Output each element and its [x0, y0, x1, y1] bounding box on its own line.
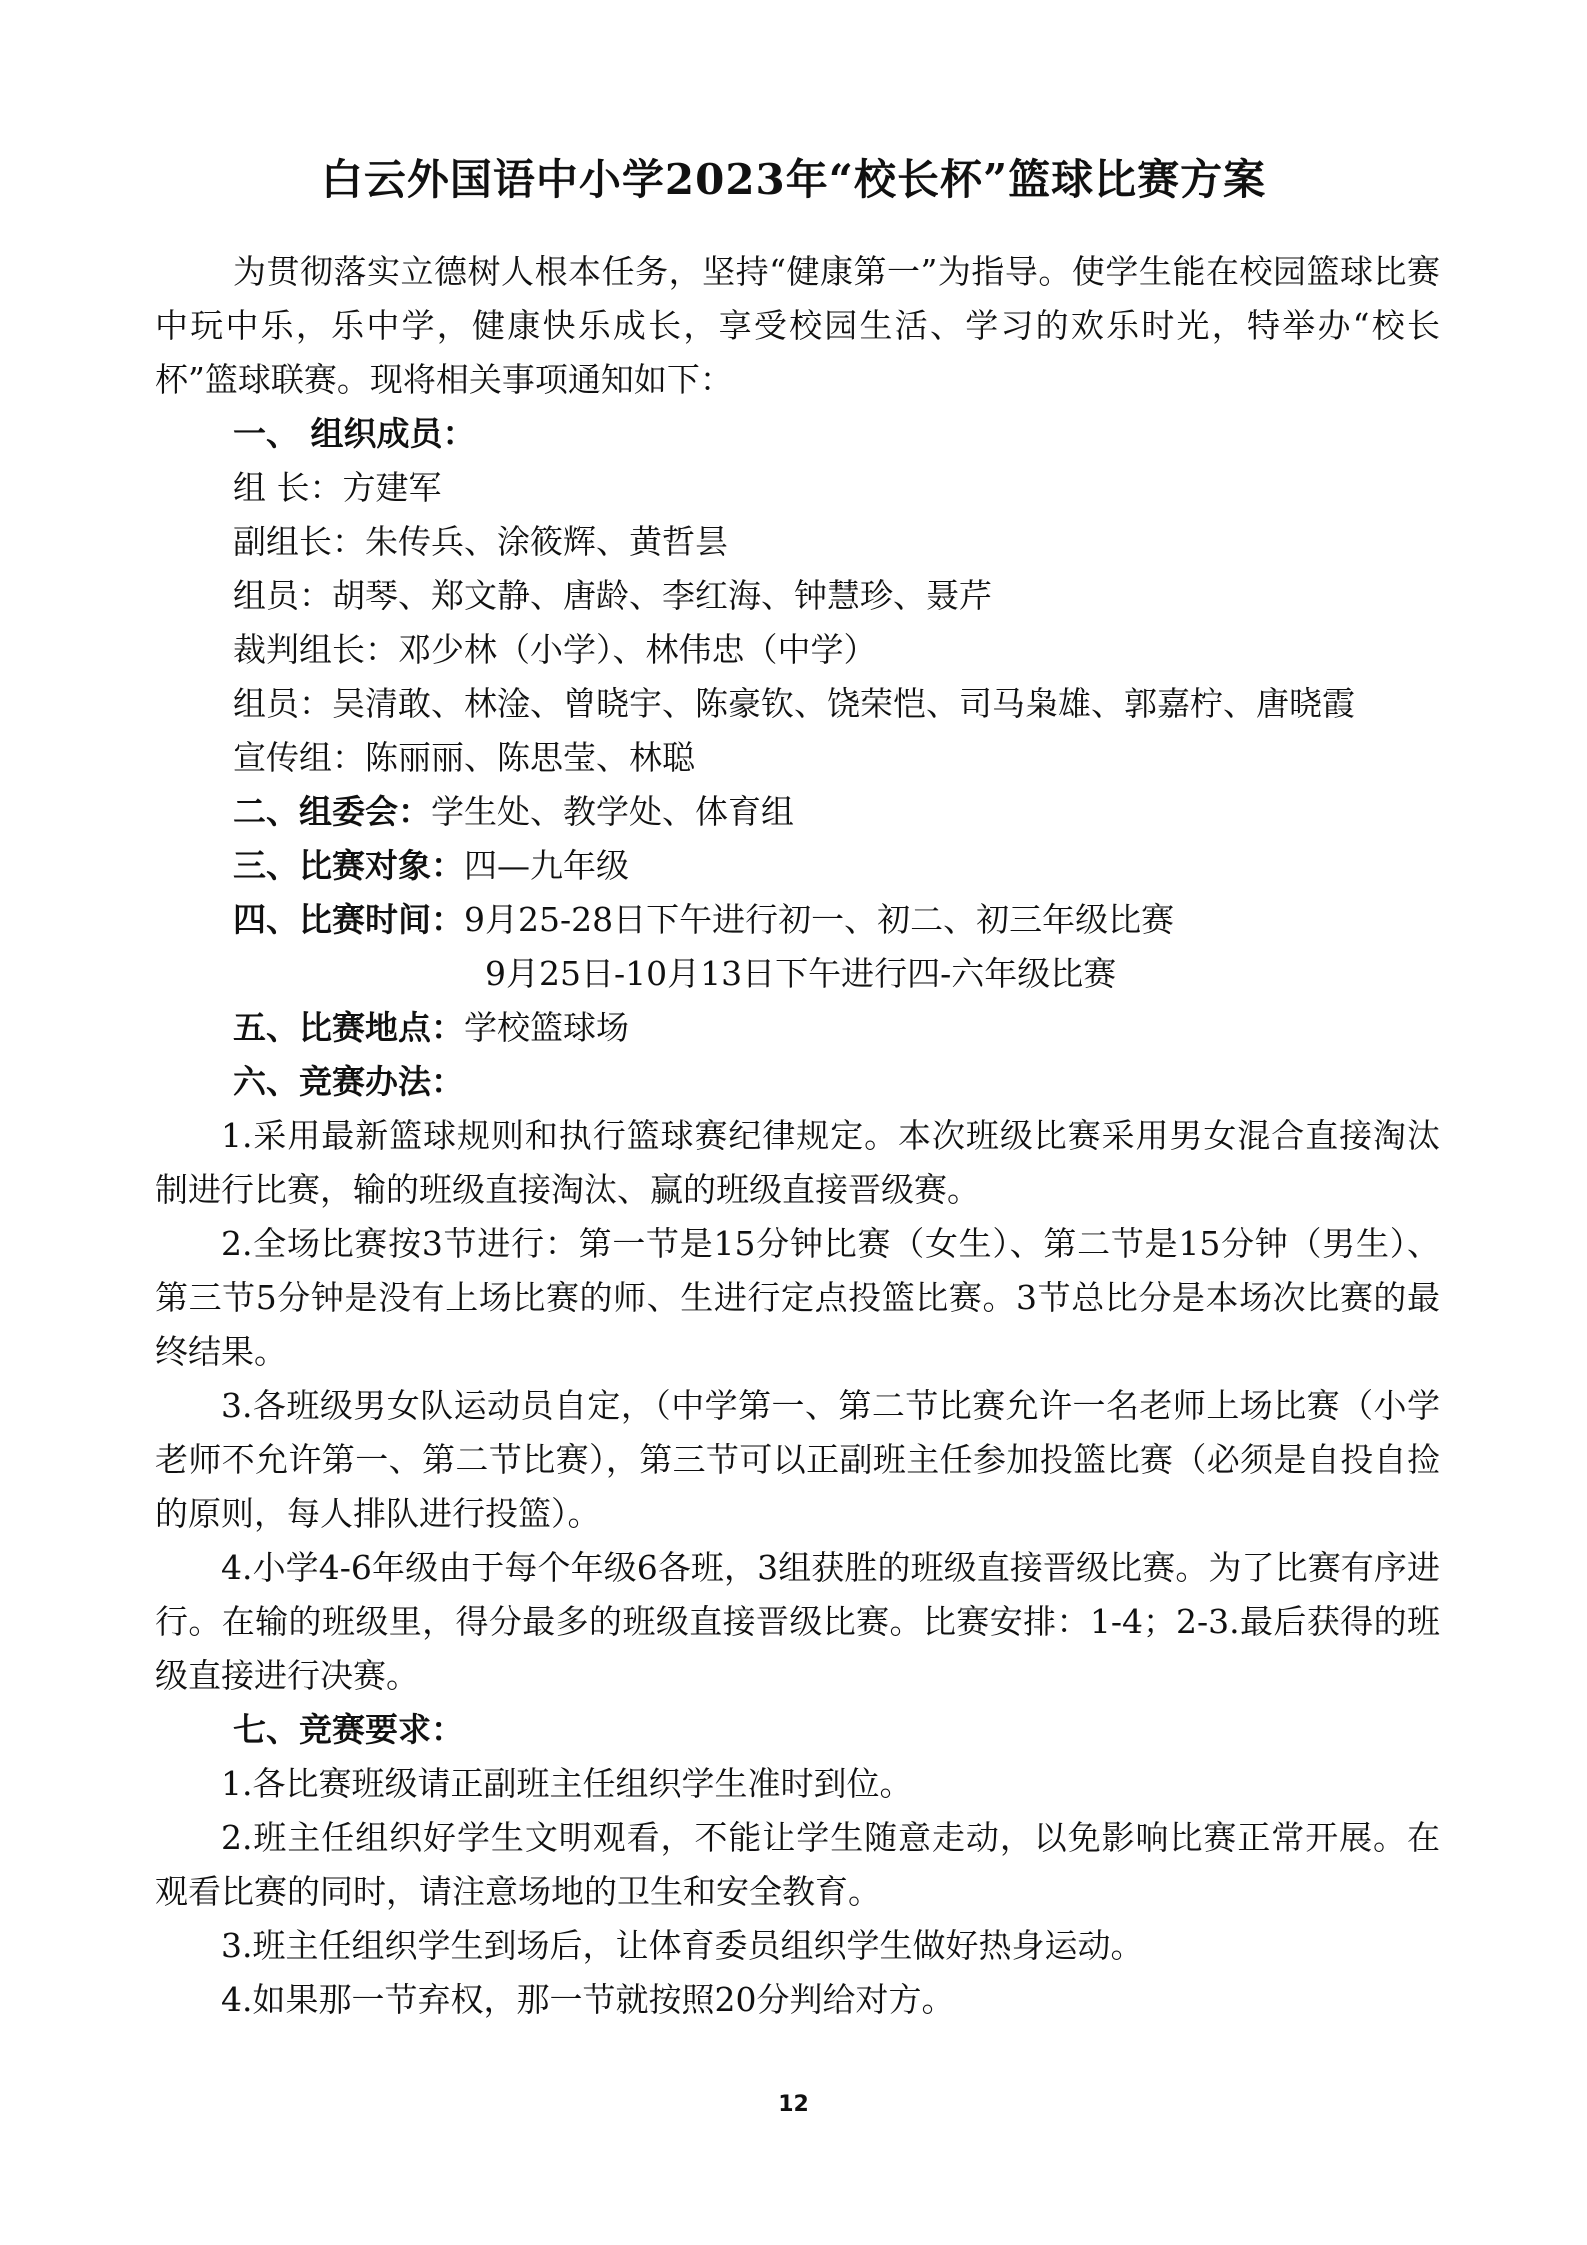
rules-item-4: 4.小学4-6年级由于每个年级6各班，3组获胜的班级直接晋级比赛。为了比赛有序进行。在输的班级里，得分最多的班级直接晋级比赛。比赛安排：1-4；2-3.最后获得的班级直接进行决赛。: [155, 1548, 1440, 1695]
document-title: 白云外国语中小学2023年“校长杯”篮球比赛方案: [320, 155, 1267, 204]
rules-item-1: 1.采用最新篮球规则和执行篮球赛纪律规定。本次班级比赛采用男女混合直接淘汰制进行比赛，输的班级直接淘汰、赢的班级直接晋级赛。: [155, 1116, 1440, 1209]
publicity-line: 宣传组：陈丽丽、陈思莹、林聪: [233, 738, 695, 777]
section-committee: [155, 785, 1440, 839]
time-line-2: 9月25日-10月13日下午进行四-六年级比赛: [485, 954, 1117, 993]
section-time: [155, 893, 1440, 947]
section-heading-venue: 五、比赛地点：: [233, 1008, 464, 1047]
members-line: 组员：胡琴、郑文静、唐龄、李红海、钟慧珍、聂芹: [233, 576, 992, 615]
participants-text: 四—九年级: [464, 846, 629, 885]
page-number: 12: [778, 2092, 809, 2117]
deputy-leader-line: 副组长：朱传兵、涂筱辉、黄哲昙: [233, 522, 728, 561]
section-heading-members: 一、 组织成员：: [233, 414, 476, 453]
venue-text: 学校篮球场: [464, 1008, 629, 1047]
section-participants: [155, 839, 1440, 893]
referee-members-line: 组员：吴清敢、林淦、曾晓宇、陈豪钦、饶荣恺、司马枭雄、郭嘉柠、唐晓霞: [233, 684, 1355, 723]
rules-item-2: 2.全场比赛按3节进行：第一节是15分钟比赛（女生）、第二节是15分钟（男生）、第三节5分钟是没有上场比赛的师、生进行定点投篮比赛。3节总比分是本场次比赛的最终结果。: [155, 1224, 1440, 1371]
section-venue: [155, 1001, 1440, 1055]
requirements-item-2: 2.班主任组织好学生文明观看，不能让学生随意走动，以免影响比赛正常开展。在观看比赛的同时，请注意场地的卫生和安全教育。: [155, 1818, 1440, 1911]
committee-text: 学生处、教学处、体育组: [431, 792, 794, 831]
section-heading-participants: 三、比赛对象：: [233, 846, 464, 885]
requirements-item-1: 1.各比赛班级请正副班主任组织学生准时到位。: [221, 1764, 913, 1803]
section-heading-committee: 二、组委会：: [233, 792, 431, 831]
intro-paragraph: 为贯彻落实立德树人根本任务，坚持“健康第一”为指导。使学生能在校园篮球比赛中玩中乐，乐中学，健康快乐成长，享受校园生活、学习的欢乐时光，特举办“校长杯”篮球联赛。现将相关事项通知如下：: [155, 252, 1440, 399]
rules-item-3: 3.各班级男女队运动员自定，（中学第一、第二节比赛允许一名老师上场比赛（小学老师不允许第一、第二节比赛），第三节可以正副班主任参加投篮比赛（必须是自投自捡的原则，每人排队进行投篮）。: [155, 1386, 1440, 1533]
section-heading-time: 四、比赛时间：: [233, 900, 464, 939]
referee-leader-line: 裁判组长：邓少林（小学）、林伟忠（中学）: [233, 630, 877, 669]
requirements-item-3: 3.班主任组织学生到场后，让体育委员组织学生做好热身运动。: [221, 1926, 1144, 1965]
leader-line: 组 长：方建军: [233, 468, 442, 507]
requirements-item-4: 4.如果那一节弃权，那一节就按照20分判给对方。: [221, 1980, 955, 2019]
time-line-1: 9月25-28日下午进行初一、初二、初三年级比赛: [464, 900, 1175, 939]
section-heading-rules: 六、竞赛办法：: [233, 1062, 464, 1101]
document-body: [155, 245, 1440, 2027]
section-heading-requirements: 七、竞赛要求：: [233, 1710, 464, 1749]
